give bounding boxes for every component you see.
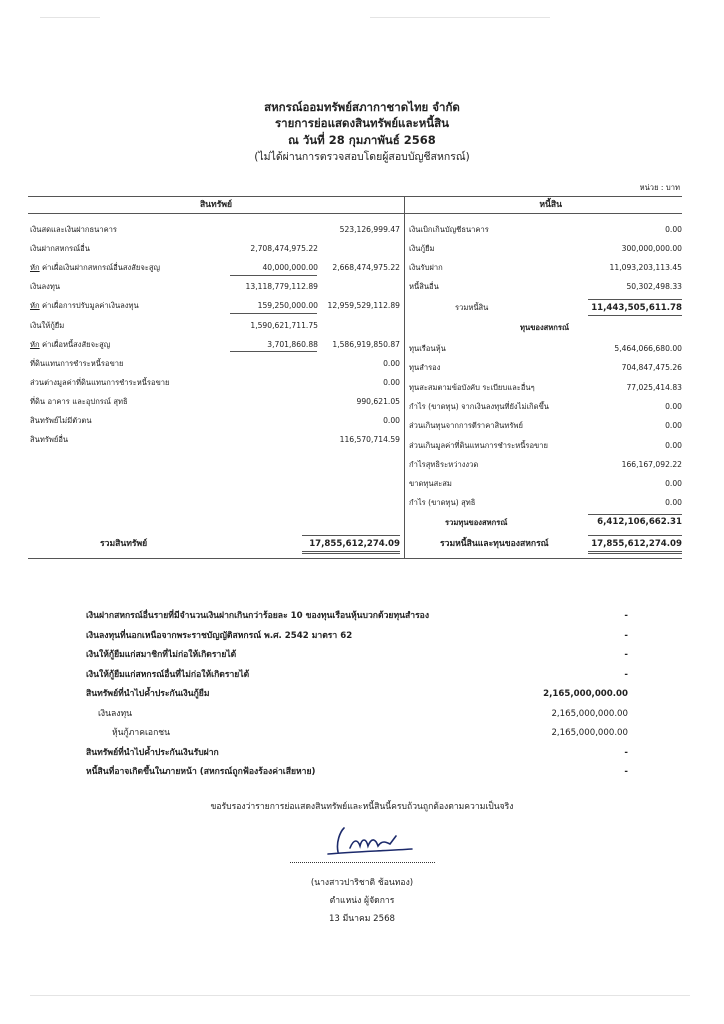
total-double-rule — [588, 553, 682, 554]
liability-row-amount: 11,093,203,113.45 — [609, 263, 682, 273]
disclosure-row-label: เงินฝากสหกรณ์อื่นรายที่มีจำนวนเงินฝากเกินกว่าร้อยละ 10 ของทุนเรือนหุ้นบวกด้วยทุนสำรอง — [86, 611, 430, 621]
org-name: สหกรณ์ออมทรัพย์สภากาชาดไทย จำกัด — [264, 100, 460, 114]
equity-row-label: ทุนสำรอง — [409, 363, 441, 373]
asset-row-amount: 0.00 — [383, 416, 400, 425]
asset-row-amount: 990,621.05 — [356, 396, 400, 406]
disclosure-row-amount: 2,165,000,000.00 — [551, 708, 628, 719]
liability-row-label: เงินกู้ยืม — [409, 244, 435, 254]
asset-row-amount: 2,668,474,975.22 — [332, 263, 400, 273]
grand-total-label: รวมหนี้สินและทุนของสหกรณ์ — [440, 539, 549, 549]
asset-row-label — [30, 339, 230, 350]
assets-total-label: รวมสินทรัพย์ — [100, 539, 148, 549]
equity-row-amount: 5,464,066,680.00 — [614, 344, 682, 353]
total-rule — [588, 514, 682, 515]
subtotal-underline — [230, 351, 317, 352]
liability-row-label: หนี้สินอื่น — [409, 282, 439, 292]
asset-label-text: ที่ดิน อาคาร และอุปกรณ์ สุทธิ — [30, 396, 128, 406]
liability-row-label: เงินเบิกเกินบัญชีธนาคาร — [409, 225, 489, 234]
liabilities-total-value: 11,443,505,611.78 — [591, 303, 682, 313]
liability-row-amount: 0.00 — [665, 225, 682, 234]
disclosure-row-amount: - — [624, 747, 628, 758]
equity-row-amount: 0.00 — [665, 498, 682, 508]
liabilities-heading: หนี้สิน — [539, 200, 562, 210]
disclosure-row-amount: - — [624, 650, 628, 660]
equity-row-label: ส่วนเกินมูลค่าที่ดินแทนการชำระหนี้รอขาย — [409, 440, 548, 450]
equity-row-label: ขาดทุนสะสม — [409, 479, 452, 489]
equity-row-amount: 0.00 — [665, 479, 682, 489]
signer-position: ตำแหน่ง ผู้จัดการ — [329, 896, 395, 906]
disclosure-row-amount: - — [624, 767, 628, 777]
deduct-prefix: หัก — [30, 301, 40, 311]
assets-total-value: 17,855,612,274.09 — [309, 539, 400, 549]
equity-row-amount: 0.00 — [665, 401, 682, 411]
disclosure-row-label: หนี้สินที่อาจเกิดขึ้นในภายหน้า (สหกรณ์ถูกฟ้องร้องค่าเสียหาย) — [86, 767, 316, 777]
equity-total-label: รวมทุนของสหกรณ์ — [445, 518, 508, 527]
equity-row-amount: 704,847,475.26 — [621, 363, 682, 373]
disclosure-row-label: เงินให้กู้ยืมแก่สมาชิกที่ไม่ก่อให้เกิดรายได้ — [86, 650, 237, 660]
liability-row-label: เงินรับฝาก — [409, 263, 443, 273]
disclosure-row-label: สินทรัพย์ที่นำไปค้ำประกันเงินรับฝาก — [86, 747, 219, 758]
disclosure-row-label: เงินลงทุนที่นอกเหนือจากพระราชบัญญัติสหกรณ์ พ.ศ. 2542 มาตรา 62 — [86, 630, 353, 641]
asset-label-text: สินทรัพย์อื่น — [30, 435, 69, 445]
asset-row-label — [30, 243, 230, 254]
total-rule — [588, 535, 682, 536]
scan-artifact — [40, 17, 100, 18]
total-double-rule — [302, 551, 400, 552]
deduct-prefix: หัก — [30, 339, 40, 349]
unit-label: หน่วย : บาท — [639, 183, 680, 192]
total-rule — [588, 299, 682, 300]
asset-row-label — [30, 415, 230, 426]
liability-row-amount: 50,302,498.33 — [626, 282, 682, 292]
asset-row-label — [30, 281, 230, 292]
asset-row-subamount: 159,250,000.00 — [257, 301, 318, 311]
asset-row-subamount: 1,590,621,711.75 — [250, 320, 318, 330]
asset-row-subamount: 40,000,000.00 — [262, 263, 318, 273]
asset-label-text: ค่าเผื่อหนี้สงสัยจะสูญ — [39, 339, 111, 349]
disclosure-row-amount: 2,165,000,000.00 — [543, 689, 628, 699]
disclosure-row-amount: - — [624, 611, 628, 621]
deduct-prefix: หัก — [30, 263, 40, 273]
signature — [320, 818, 430, 864]
asset-row-label — [30, 300, 230, 311]
asset-label-text: สินทรัพย์ไม่มีตัวตน — [30, 416, 92, 425]
scan-artifact — [30, 995, 690, 996]
subtotal-underline — [230, 313, 317, 314]
equity-total-value: 6,412,106,662.31 — [597, 517, 682, 527]
equity-row-label: กำไรสุทธิระหว่างงวด — [409, 459, 479, 469]
disclosure-row-label: เงินลงทุน — [98, 708, 133, 719]
asset-row-subamount: 2,708,474,975.22 — [250, 244, 318, 254]
asset-row-label — [30, 434, 230, 445]
asset-label-text: เงินสดและเงินฝากธนาคาร — [30, 225, 118, 234]
equity-row-amount: 0.00 — [665, 440, 682, 450]
liabilities-total-label: รวมหนี้สิน — [455, 303, 489, 312]
asset-label-text: เงินลงทุน — [30, 282, 61, 292]
table-center-divider — [404, 196, 405, 558]
table-bottom-rule — [28, 558, 682, 559]
asset-row-amount: 0.00 — [383, 358, 400, 368]
asset-label-text: ส่วนต่างมูลค่าที่ดินแทนการชำระหนี้รอขาย — [30, 377, 170, 387]
assets-heading: สินทรัพย์ — [199, 200, 233, 210]
equity-row-label: กำไร (ขาดทุน) จากเงินลงทุนที่ยังไม่เกิดขึ้น — [409, 401, 549, 411]
equity-heading: ทุนของสหกรณ์ — [520, 323, 570, 332]
equity-row-amount: 77,025,414.83 — [626, 382, 682, 392]
document-title: รายการย่อแสดงสินทรัพย์และหนี้สิน — [274, 116, 450, 130]
document-date: ณ วันที่ 28 กุมภาพันธ์ 2568 — [288, 133, 436, 147]
total-double-rule — [588, 551, 682, 552]
table-header-rule — [28, 213, 682, 214]
asset-row-amount: 1,586,919,850.87 — [332, 339, 400, 349]
grand-total-value: 17,855,612,274.09 — [591, 539, 682, 549]
equity-row-label: ส่วนเกินทุนจากการตีราคาสินทรัพย์ — [409, 421, 523, 431]
asset-row-label — [30, 224, 230, 235]
table-top-rule — [28, 196, 682, 197]
disclosure-row-amount: 2,165,000,000.00 — [551, 728, 628, 738]
asset-row-subamount: 13,118,779,112.89 — [245, 282, 318, 292]
signature-line — [290, 862, 435, 863]
asset-row-amount: 0.00 — [383, 377, 400, 387]
audit-note: (ไม่ได้ผ่านการตรวจสอบโดยผู้สอบบัญชีสหกรณ์) — [254, 151, 470, 163]
equity-row-label: ทุนเรือนหุ้น — [409, 344, 446, 353]
asset-label-text: ค่าเผื่อการปรับมูลค่าเงินลงทุน — [39, 301, 139, 311]
asset-label-text: เงินฝากสหกรณ์อื่น — [30, 244, 90, 254]
total-rule — [588, 315, 682, 316]
asset-row-label — [30, 262, 230, 273]
disclosure-row-label: สินทรัพย์ที่นำไปค้ำประกันเงินกู้ยืม — [86, 689, 210, 699]
equity-row-amount: 166,167,092.22 — [621, 459, 682, 469]
equity-row-amount: 0.00 — [665, 421, 682, 431]
asset-label-text: ค่าเผื่อเงินฝากสหกรณ์อื่นสงสัยจะสูญ — [39, 263, 160, 273]
asset-row-amount: 523,126,999.47 — [339, 225, 400, 234]
total-double-rule — [302, 553, 400, 554]
total-rule — [302, 535, 400, 536]
equity-row-label: ทุนสะสมตามข้อบังคับ ระเบียบและอื่นๆ — [409, 382, 535, 392]
asset-row-label — [30, 396, 230, 407]
disclosure-row-label: หุ้นกู้ภาคเอกชน — [112, 728, 170, 738]
asset-row-label — [30, 377, 230, 388]
certification-date: 13 มีนาคม 2568 — [328, 914, 396, 924]
asset-row-label — [30, 358, 230, 369]
asset-row-subamount: 3,701,860.88 — [267, 339, 318, 349]
asset-label-text: เงินให้กู้ยืม — [30, 320, 65, 330]
equity-row-label: กำไร (ขาดทุน) สุทธิ — [409, 498, 476, 508]
disclosure-row-label: เงินให้กู้ยืมแก่สหกรณ์อื่นที่ไม่ก่อให้เกิดรายได้ — [86, 669, 250, 680]
asset-label-text: ที่ดินแทนการชำระหนี้รอขาย — [30, 358, 124, 368]
scan-artifact — [370, 17, 550, 18]
signer-name: (นางสาวปาริชาติ ช้อนทอง) — [310, 878, 414, 888]
disclosure-row-amount: - — [624, 669, 628, 680]
asset-row-amount: 116,570,714.59 — [339, 435, 400, 445]
liability-row-amount: 300,000,000.00 — [621, 244, 682, 254]
disclosure-row-amount: - — [624, 630, 628, 641]
asset-row-amount: 12,959,529,112.89 — [327, 301, 400, 311]
asset-row-label — [30, 320, 230, 331]
subtotal-underline — [230, 275, 317, 276]
certification-statement: ขอรับรองว่ารายการย่อแสดงสินทรัพย์และหนี้สินนี้ครบถ้วนถูกต้องตามความเป็นจริง — [210, 802, 514, 812]
